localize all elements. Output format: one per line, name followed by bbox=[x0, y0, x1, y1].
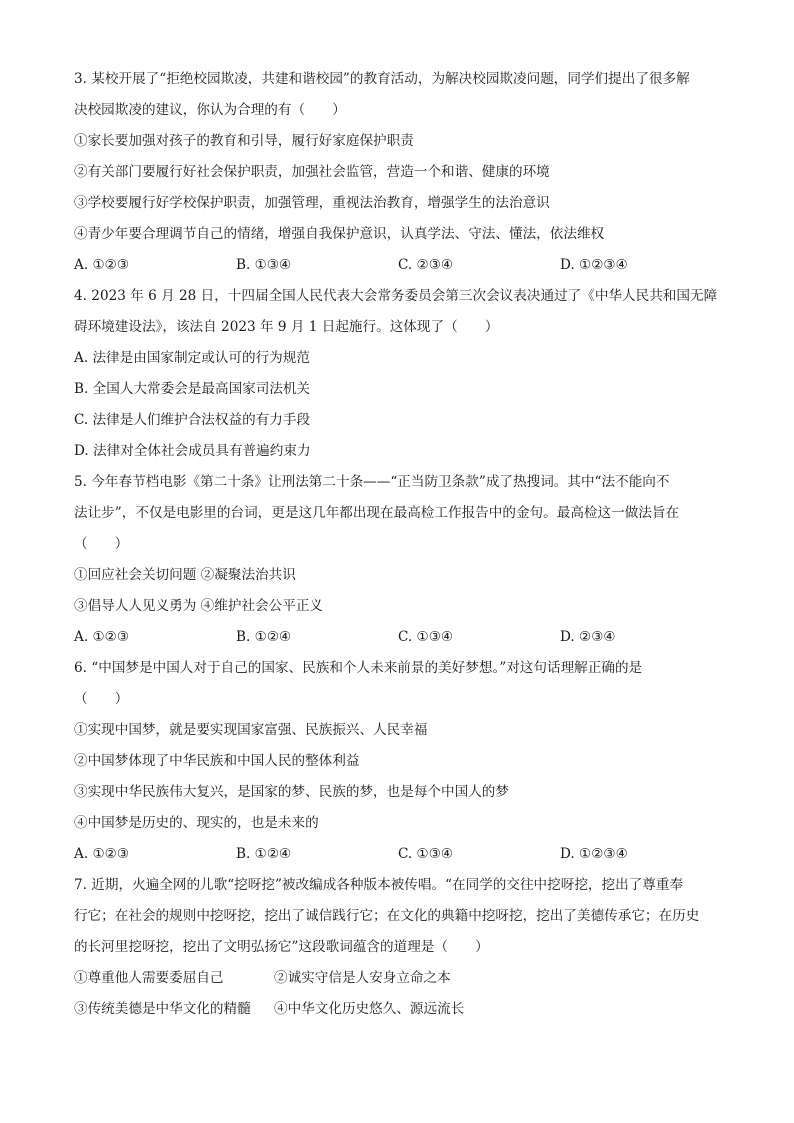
q3-stem-line-2: 决校园欺凌的建议，你认为合理的有（ ） bbox=[74, 102, 346, 118]
q7-item-3: ③传统美德是中华文化的精髓 bbox=[74, 1001, 251, 1017]
q6-item-2: ②中国梦体现了中华民族和中国人民的整体利益 bbox=[74, 753, 360, 769]
q5-items-line-1: ①回应社会关切问题 ②凝聚法治共识 bbox=[74, 567, 296, 583]
q7-stem-line-3: 的长河里挖呀挖，挖出了文明弘扬它”这段歌词蕴含的道理是（ ） bbox=[74, 939, 489, 955]
q6-item-3: ③实现中华民族伟大复兴，是国家的梦、民族的梦，也是每个中国人的梦 bbox=[74, 784, 509, 800]
question-3 bbox=[74, 64, 724, 281]
q7-item-1: ①尊重他人需要委屈自己 bbox=[74, 970, 224, 986]
q3-item-3: ③学校要履行好学校保护职责，加强管理，重视法治教育，增强学生的法治意识 bbox=[74, 195, 550, 211]
q7-stem-line-1: 7. 近期，火遍全网的儿歌“挖呀挖”被改编成各种版本被传唱。“在同学的交往中挖呀挖，挖出了尊重奉 bbox=[74, 877, 684, 893]
q7-items-row-1 bbox=[74, 963, 724, 994]
q3-item-2: ②有关部门要履行好社会保护职责，加强社会监管，营造一个和谐、健康的环境 bbox=[74, 164, 550, 180]
q7-stem-line-2: 行它；在社会的规则中挖呀挖，挖出了诚信践行它；在文化的典籍中挖呀挖，挖出了美德传承它；在历史 bbox=[74, 908, 700, 924]
q4-option-d[interactable]: D. 法律对全体社会成员具有普遍约束力 bbox=[74, 443, 311, 459]
q6-item-1: ①实现中国梦，就是要实现国家富强、民族振兴、人民幸福 bbox=[74, 722, 428, 738]
q3-options bbox=[74, 250, 724, 281]
q3-option-a[interactable]: A. ①②③ bbox=[74, 257, 130, 273]
q6-option-a[interactable]: A. ①②③ bbox=[74, 846, 130, 862]
q3-item-1: ①家长要加强对孩子的教育和引导，履行好家庭保护职责 bbox=[74, 133, 414, 149]
question-6 bbox=[74, 653, 724, 870]
q6-option-b[interactable]: B. ①②④ bbox=[236, 846, 292, 862]
q3-option-c[interactable]: C. ②③④ bbox=[398, 257, 454, 273]
q4-stem-line-2: 碍环境建设法》，该法自 2023 年 9 月 1 日起施行。这体现了（ ） bbox=[74, 319, 499, 335]
q5-option-d[interactable]: D. ②③④ bbox=[560, 629, 616, 645]
q5-options bbox=[74, 622, 724, 653]
q3-item-4: ④青少年要合理调节自己的情绪，增强自我保护意识，认真学法、守法、懂法，依法维权 bbox=[74, 226, 605, 242]
q5-option-b[interactable]: B. ①②④ bbox=[236, 629, 292, 645]
q3-option-d[interactable]: D. ①②③④ bbox=[560, 257, 628, 273]
q6-item-4: ④中国梦是历史的、现实的，也是未来的 bbox=[74, 815, 319, 831]
question-5 bbox=[74, 467, 724, 653]
q7-item-4: ④中华文化历史悠久、源远流长 bbox=[274, 1001, 465, 1017]
q4-stem-line-1: 4. 2023 年 6 月 28 日，十四届全国人民代表大会常务委员会第三次会议表决通过了《中华人民共和国无障 bbox=[74, 288, 718, 304]
q6-stem-line-2: （ ） bbox=[74, 691, 129, 707]
q7-item-2: ②诚实守信是人安身立命之本 bbox=[274, 970, 451, 986]
q5-option-c[interactable]: C. ①③④ bbox=[398, 629, 454, 645]
q3-option-b[interactable]: B. ①③④ bbox=[236, 257, 292, 273]
q5-stem-line-1: 5. 今年春节档电影《第二十条》让刑法第二十条——“正当防卫条款”成了热搜词。其中“法不能向不 bbox=[74, 474, 670, 490]
q3-stem-line-1: 3. 某校开展了“拒绝校园欺凌，共建和谐校园”的教育活动，为解决校园欺凌问题，同学们提出了很多解 bbox=[74, 71, 690, 87]
q5-stem-line-2: 法让步”，不仅是电影里的台词，更是这几年都出现在最高检工作报告中的金句。最高检这一做法旨在 bbox=[74, 505, 680, 521]
question-4 bbox=[74, 281, 724, 467]
q5-items-line-2: ③倡导人人见义勇为 ④维护社会公平正义 bbox=[74, 598, 324, 614]
q4-option-c[interactable]: C. 法律是人们维护合法权益的有力手段 bbox=[74, 412, 311, 428]
q5-option-a[interactable]: A. ①②③ bbox=[74, 629, 130, 645]
q6-stem-line-1: 6. “中国梦是中国人对于自己的国家、民族和个人未来前景的美好梦想。”对这句话理解正确的是 bbox=[74, 660, 643, 676]
q4-option-b[interactable]: B. 全国人大常委会是最高国家司法机关 bbox=[74, 381, 311, 397]
question-7 bbox=[74, 870, 724, 1025]
question-content bbox=[74, 64, 724, 1025]
q7-items-row-2 bbox=[74, 994, 724, 1025]
q5-stem-line-3: （ ） bbox=[74, 536, 129, 552]
q6-options bbox=[74, 839, 724, 870]
q6-option-c[interactable]: C. ①③④ bbox=[398, 846, 454, 862]
q4-option-a[interactable]: A. 法律是由国家制定或认可的行为规范 bbox=[74, 350, 310, 366]
q6-option-d[interactable]: D. ①②③④ bbox=[560, 846, 628, 862]
